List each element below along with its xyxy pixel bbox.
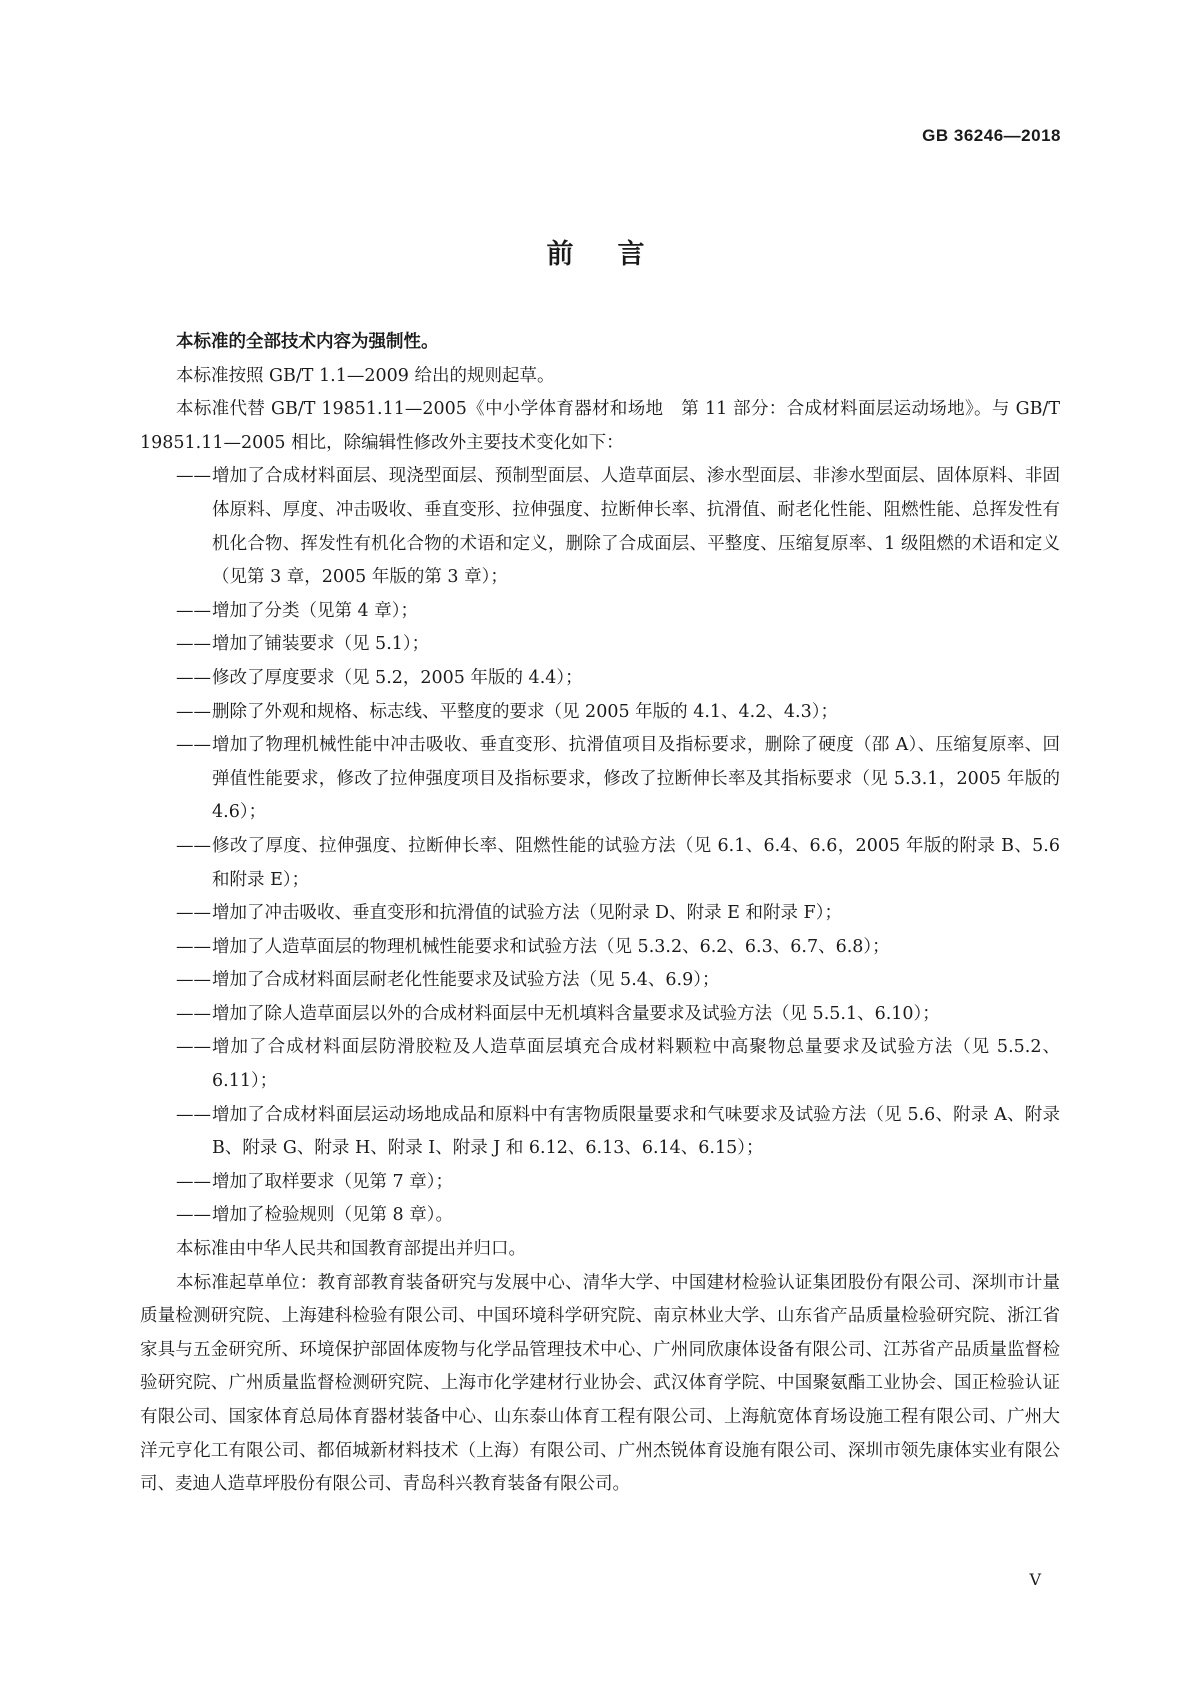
list-item: —— 增加了合成材料面层防滑胶粒及人造草面层填充合成材料颗粒中高聚物总量要求及试验方法（见 5.5.2、6.11）； <box>140 1031 1060 1098</box>
drafting-units-paragraph: 本标准起草单位：教育部教育装备研究与发展中心、清华大学、中国建材检验认证集团股份有限公司、深圳市计量质量检测研究院、上海建科检验有限公司、中国环境科学研究院、南京林业大学、山东省产品质量检验研究院、浙江省家具与五金研究所、环境保护部固体废物与化学品管理技术中心、广州同欣康体设备有限公司、江苏省产品质量监督检验研究院、广州质量监督检测研究院、上海市化学建材行业协会、武汉体育学院、中国聚氨酯工业协会、国正检验认证有限公司、国家体育总局体育器材装备中心、山东泰山体育工程有限公司、上海航宽体育场设施工程有限公司、广州大洋元亨化工有限公司、都佰城新材料技术（上海）有限公司、广州杰锐体育设施有限公司、深圳市领先康体实业有限公司、麦迪人造草坪股份有限公司、青岛科兴教育装备有限公司。 <box>140 1272 1060 1495</box>
list-item: —— 增加了物理机械性能中冲击吸收、垂直变形、抗滑值项目及指标要求，删除了硬度（邵 A）、压缩复原率、回弹值性能要求，修改了拉伸强度项目及指标要求，修改了拉断伸长率及其指标要求（见 5.3.1，2005 年版的 4.6）； <box>140 729 1060 830</box>
replacement-paragraph: 本标准代替 GB/T 19851.11—2005《中小学体育器材和场地 第 11 部分：合成材料面层运动场地》。与 GB/T 19851.11—2005 相比，除编辑性修改外主要技术变化如下： <box>140 399 1060 453</box>
list-item: —— 增加了检验规则（见第 8 章）。 <box>140 1199 1060 1233</box>
foreword-body <box>140 326 1060 1502</box>
dash-marker: —— <box>176 600 211 621</box>
list-item: —— 增加了铺装要求（见 5.1）； <box>140 628 1060 662</box>
page-number: V <box>1029 1570 1041 1589</box>
list-item: —— 增加了合成材料面层运动场地成品和原料中有害物质限量要求和气味要求及试验方法（见 5.6、附录 A、附录 B、附录 G、附录 H、附录 I、附录 J 和 6.12、6.13、6.14、6.15）； <box>140 1099 1060 1166</box>
list-item: —— 增加了分类（见第 4 章）； <box>140 595 1060 629</box>
dash-marker: —— <box>176 634 211 655</box>
dash-marker: —— <box>176 1171 211 1192</box>
dash-marker: —— <box>176 701 211 722</box>
dash-marker: —— <box>176 1037 211 1058</box>
list-item: —— 修改了厚度、拉伸强度、拉断伸长率、阻燃性能的试验方法（见 6.1、6.4、6.6，2005 年版的附录 B、5.6 和附录 E）； <box>140 830 1060 897</box>
dash-marker: —— <box>176 1003 211 1024</box>
list-item: —— 删除了外观和规格、标志线、平整度的要求（见 2005 年版的 4.1、4.2、4.3）； <box>140 696 1060 730</box>
dash-marker: —— <box>176 466 211 487</box>
changes-list <box>140 460 1060 1233</box>
dash-marker: —— <box>176 667 211 688</box>
dash-marker: —— <box>176 903 211 924</box>
mandatory-statement: 本标准的全部技术内容为强制性。 <box>176 332 439 352</box>
list-item: —— 增加了取样要求（见第 7 章）； <box>140 1166 1060 1200</box>
list-item: —— 修改了厚度要求（见 5.2，2005 年版的 4.4）； <box>140 662 1060 696</box>
dash-marker: —— <box>176 970 211 991</box>
proposer-paragraph: 本标准由中华人民共和国教育部提出并归口。 <box>176 1239 526 1260</box>
list-item: —— 增加了人造草面层的物理机械性能要求和试验方法（见 5.3.2、6.2、6.3、6.7、6.8）； <box>140 931 1060 965</box>
dash-marker: —— <box>176 1205 211 1226</box>
dash-marker: —— <box>176 936 211 957</box>
list-item: —— 增加了除人造草面层以外的合成材料面层中无机填料含量要求及试验方法（见 5.5.1、6.10）； <box>140 998 1060 1032</box>
dash-marker: —— <box>176 735 211 756</box>
dash-marker: —— <box>176 1104 211 1125</box>
list-item: —— 增加了合成材料面层、现浇型面层、预制型面层、人造草面层、渗水型面层、非渗水型面层、固体原料、非固体原料、厚度、冲击吸收、垂直变形、拉伸强度、拉断伸长率、抗滑值、耐老化性能、阻燃性能、总挥发性有机化合物、挥发性有机化合物的术语和定义，删除了合成面层、平整度、压缩复原率、1 级阻燃的术语和定义（见第 3 章，2005 年版的第 3 章）； <box>140 460 1060 594</box>
page-title: 前言 <box>546 239 689 270</box>
dash-marker: —— <box>176 835 211 856</box>
drafting-rules-paragraph: 本标准按照 GB/T 1.1—2009 给出的规则起草。 <box>176 365 555 386</box>
standard-number: GB 36246—2018 <box>922 126 1061 145</box>
list-item: —— 增加了合成材料面层耐老化性能要求及试验方法（见 5.4、6.9）； <box>140 964 1060 998</box>
list-item: —— 增加了冲击吸收、垂直变形和抗滑值的试验方法（见附录 D、附录 E 和附录 F）； <box>140 897 1060 931</box>
